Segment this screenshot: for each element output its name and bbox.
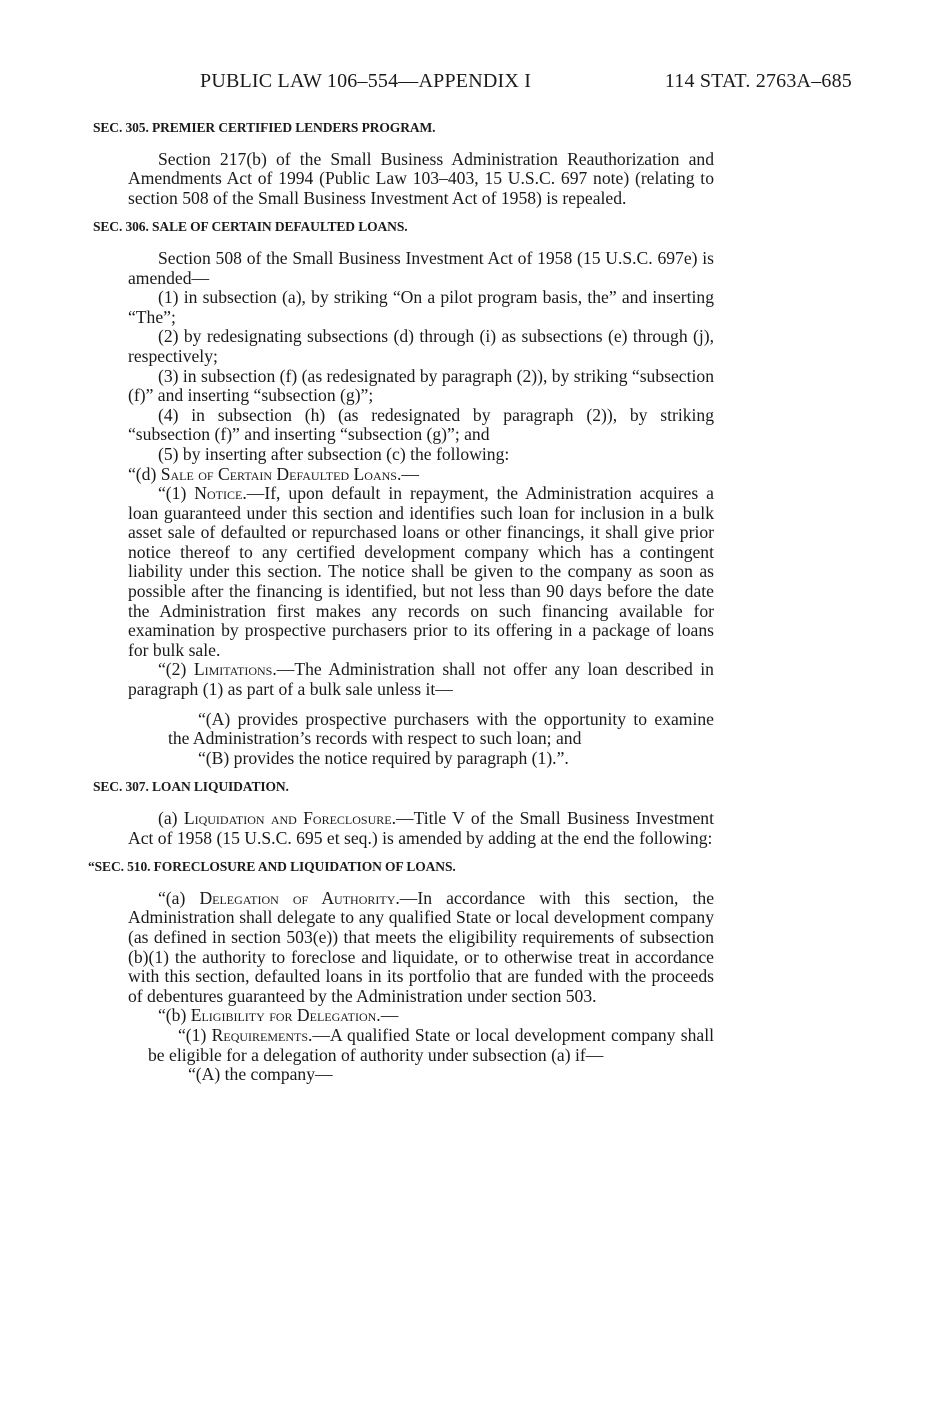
section-305-text: Section 217(b) of the Small Business Administration Reauthorization and Amendments Act of 1994 (Public Law 103–403, 15 U.S.C. 697 note) (relating to section 508 of the Small Business Investment Act of 1958) is repealed.	[128, 148, 714, 208]
amendment-item-3: (3) in subsection (f) (as redesignated by paragraph (2)), by striking “subsection (f)” and inserting “subsection (g)”;	[128, 365, 714, 406]
section-510-b1	[128, 1026, 714, 1065]
paragraph-2-title: Limitations	[193, 659, 273, 680]
section-510-heading: “SEC. 510. FORECLOSURE AND LIQUIDATION OF LOANS.	[88, 859, 456, 875]
amendment-item-2: (2) by redesignating subsections (d) through (i) as subsections (e) through (j), respectively;	[128, 326, 714, 366]
section-307-a-prefix: (a)	[158, 808, 184, 828]
section-510-b-suffix: .—	[376, 1005, 399, 1026]
subparagraph-a: “(A) provides prospective purchasers with the opportunity to examine the Administration’s records with respect to such loan; and	[168, 708, 714, 749]
section-510-b1-prefix: “(1)	[178, 1024, 212, 1045]
amendment-item-5: (5) by inserting after subsection (c) the following:	[158, 443, 510, 464]
section-510-b1-title: Requirements	[211, 1024, 309, 1045]
section-510-a-title: Delegation of Authority	[199, 887, 396, 908]
section-510-b1-A: “(A) the company—	[188, 1064, 333, 1085]
section-307-a-title: Liquidation and Foreclosure	[183, 808, 392, 828]
section-510-b-title: Eligibility for Delegation	[190, 1005, 377, 1026]
header-stat-page: 114 STAT. 2763A–685	[664, 70, 852, 92]
section-307-a-text: .—Title V of the Small Business Investment Act of 1958 (15 U.S.C. 695 et seq.) is amended by adding at the end the following:	[128, 808, 714, 848]
paragraph-2-limitations	[128, 660, 714, 699]
section-510-a	[128, 889, 714, 1007]
section-510-b-prefix: “(b)	[158, 1005, 191, 1026]
subsection-d-suffix: .—	[396, 463, 419, 484]
section-307-a	[128, 809, 714, 848]
header-law-title: PUBLIC LAW 106–554—APPENDIX I	[200, 70, 532, 92]
section-306-heading: SEC. 306. SALE OF CERTAIN DEFAULTED LOANS.	[93, 219, 408, 235]
document-body	[88, 118, 715, 1085]
section-510-b1-text: .—A qualified State or local development company shall be eligible for a delegation of authority under subsection (a) if—	[148, 1024, 714, 1065]
section-510-b-heading	[128, 1006, 714, 1026]
running-header	[200, 70, 852, 93]
paragraph-1-text: .—If, upon default in repayment, the Administration acquires a loan guaranteed under this section and identifies such loan for inclusion in a bulk asset sale of defaulted or repurchased loans or other financings, it shall give prior notice thereof to any certified development company which has a contingent liability under this section. The notice shall be given to the company as soon as possible after the financing is identified, but not less than 90 days before the date the Administration first makes any records on such financing available for examination by prospective purchasers prior to its offering in a package of loans for bulk sale.	[128, 483, 714, 660]
section-305-heading: SEC. 305. PREMIER CERTIFIED LENDERS PROGRAM.	[93, 120, 436, 135]
subsection-d-heading	[128, 465, 714, 485]
amendment-item-4: (4) in subsection (h) (as redesignated by paragraph (2)), by striking “subsection (f)” and inserting “subsection (g)”; and	[128, 404, 714, 445]
subsection-d-title: Sale of Certain Defaulted Loans	[160, 463, 397, 484]
paragraph-2-text: .—The Administration shall not offer any loan described in paragraph (1) as part of a bulk sale unless it—	[128, 659, 714, 700]
paragraph-1-prefix: “(1)	[158, 483, 195, 504]
paragraph-1-title: Notice	[194, 483, 243, 504]
section-306-intro: Section 508 of the Small Business Investment Act of 1958 (15 U.S.C. 697e) is amended—	[128, 247, 714, 288]
paragraph-1-notice	[128, 484, 714, 660]
section-510-a-prefix: “(a)	[158, 887, 200, 908]
amendment-item-1: (1) in subsection (a), by striking “On a pilot program basis, the” and inserting “The”;	[128, 287, 714, 327]
section-307-heading: SEC. 307. LOAN LIQUIDATION.	[93, 779, 289, 795]
paragraph-2-prefix: “(2)	[158, 659, 194, 680]
subsection-d-prefix: “(d)	[128, 463, 161, 484]
subparagraph-b: “(B) provides the notice required by paragraph (1).”.	[198, 747, 569, 768]
section-510-a-text: .—In accordance with this section, the Administration shall delegate to any qualified State or local development company (as defined in section 503(e)) that meets the eligibility requirements of subsection (b)(1) the authority to foreclose and liquidate, or to otherwise treat in accordance with this section, defaulted loans in its portfolio that are funded with the proceeds of debentures guaranteed by the Administration under section 503.	[128, 887, 715, 1006]
